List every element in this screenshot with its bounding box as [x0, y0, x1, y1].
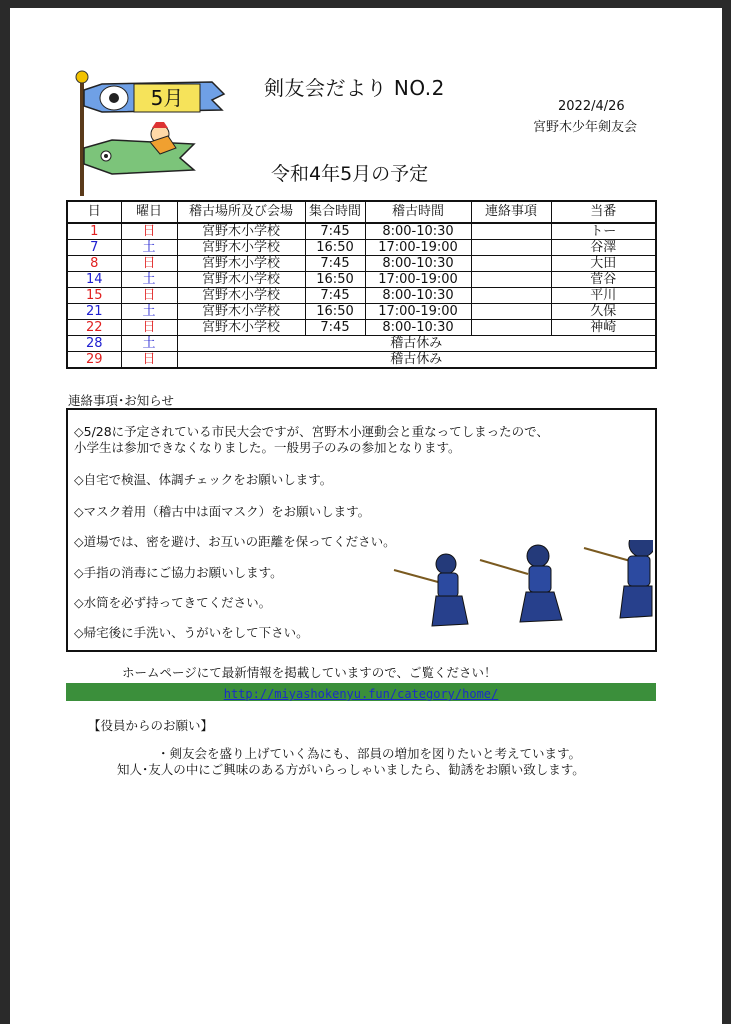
col-header-day: 日 [67, 201, 121, 223]
duty-cell: 菅谷 [551, 272, 656, 288]
kendo-figure-medium [480, 545, 562, 622]
table-row [67, 320, 656, 336]
col-header-note: 連絡事項 [471, 201, 551, 223]
kendo-figure-large [584, 540, 653, 618]
notice-item: ◇マスク着用（稽古中は面マスク）をお願いします。 [74, 504, 371, 519]
day-cell: 7 [67, 240, 121, 256]
notice-item: 小学生は参加できなくなりました。一般男子のみの参加となります。 [74, 440, 461, 455]
kendo-figure-small [394, 554, 468, 626]
time-cell: 17:00-19:00 [365, 304, 471, 320]
document-page [10, 8, 722, 1024]
table-row [67, 223, 656, 240]
rest-cell: 稽古休み [177, 352, 656, 369]
officer-message-line1: ・剣友会を盛り上げていく為にも、部員の増加を図りたいと考えています。 [157, 746, 582, 761]
note-cell [471, 288, 551, 304]
notice-item: ◇自宅で検温、体調チェックをお願いします。 [74, 472, 333, 487]
time-cell: 8:00-10:30 [365, 256, 471, 272]
duty-cell: 谷澤 [551, 240, 656, 256]
homepage-notice: ホームページにて最新情報を掲載していますので、ご覧ください！ [122, 665, 497, 680]
col-header-place: 稽古場所及び会場 [177, 201, 305, 223]
time-cell: 8:00-10:30 [365, 223, 471, 240]
gather-cell: 7:45 [305, 288, 365, 304]
weekday-cell: 土 [121, 240, 177, 256]
notice-item: ◇帰宅後に手洗い、うがいをして下さい。 [74, 625, 309, 640]
place-cell: 宮野木小学校 [177, 240, 305, 256]
table-row [67, 272, 656, 288]
schedule-table [66, 200, 657, 369]
col-header-time: 稽古時間 [365, 201, 471, 223]
koinobori-illustration [72, 70, 232, 200]
notice-item: ◇水筒を必ず持ってきてください。 [74, 595, 272, 610]
place-cell: 宮野木小学校 [177, 320, 305, 336]
flag-text: 5月 [150, 86, 184, 110]
note-cell [471, 240, 551, 256]
weekday-cell: 土 [121, 336, 177, 352]
table-row [67, 304, 656, 320]
note-cell [471, 320, 551, 336]
schedule-header-row [67, 201, 656, 223]
gather-cell: 7:45 [305, 223, 365, 240]
notice-item: ◇手指の消毒にご協力お願いします。 [74, 565, 283, 580]
duty-cell: 平川 [551, 288, 656, 304]
time-cell: 8:00-10:30 [365, 288, 471, 304]
duty-cell: トー [551, 223, 656, 240]
gather-cell: 7:45 [305, 256, 365, 272]
weekday-cell: 日 [121, 352, 177, 369]
weekday-cell: 土 [121, 304, 177, 320]
place-cell: 宮野木小学校 [177, 256, 305, 272]
place-cell: 宮野木小学校 [177, 288, 305, 304]
day-cell: 28 [67, 336, 121, 352]
day-cell: 1 [67, 223, 121, 240]
kendo-illustration [388, 540, 653, 640]
weekday-cell: 日 [121, 320, 177, 336]
col-header-weekday: 曜日 [121, 201, 177, 223]
note-cell [471, 272, 551, 288]
weekday-cell: 日 [121, 223, 177, 240]
weekday-cell: 日 [121, 256, 177, 272]
notice-box [66, 408, 657, 652]
note-cell [471, 304, 551, 320]
place-cell: 宮野木小学校 [177, 223, 305, 240]
gather-cell: 16:50 [305, 304, 365, 320]
table-row [67, 256, 656, 272]
day-cell: 14 [67, 272, 121, 288]
issue-date: 2022/4/26 [558, 99, 625, 114]
place-cell: 宮野木小学校 [177, 304, 305, 320]
note-cell [471, 256, 551, 272]
table-row [67, 288, 656, 304]
notice-item: ◇道場では、密を避け、お互いの距離を保ってください。 [74, 534, 396, 549]
notice-heading: 連絡事項･お知らせ [68, 393, 174, 408]
day-cell: 29 [67, 352, 121, 369]
officer-heading: 【役員からのお願い】 [88, 718, 214, 733]
url-bar [66, 683, 656, 701]
note-cell [471, 223, 551, 240]
time-cell: 17:00-19:00 [365, 272, 471, 288]
col-header-duty: 当番 [551, 201, 656, 223]
rest-cell: 稽古休み [177, 336, 656, 352]
table-row [67, 240, 656, 256]
homepage-link[interactable]: http://miyashokenyu.fun/category/home/ [223, 687, 499, 701]
time-cell: 8:00-10:30 [365, 320, 471, 336]
duty-cell: 久保 [551, 304, 656, 320]
schedule-title: 令和4年5月の予定 [271, 163, 429, 185]
table-row-rest [67, 336, 656, 352]
gather-cell: 7:45 [305, 320, 365, 336]
day-cell: 15 [67, 288, 121, 304]
gather-cell: 16:50 [305, 240, 365, 256]
table-row-rest [67, 352, 656, 369]
place-cell: 宮野木小学校 [177, 272, 305, 288]
weekday-cell: 土 [121, 272, 177, 288]
gather-cell: 16:50 [305, 272, 365, 288]
duty-cell: 神崎 [551, 320, 656, 336]
officer-message-line2: 知人･友人の中にご興味のある方がいらっしゃいましたら、勧誘をお願い致します。 [117, 762, 585, 777]
duty-cell: 大田 [551, 256, 656, 272]
page-title: 剣友会だより NO.2 [264, 76, 445, 100]
club-name: 宮野木少年剣友会 [533, 120, 638, 135]
day-cell: 21 [67, 304, 121, 320]
day-cell: 22 [67, 320, 121, 336]
day-cell: 8 [67, 256, 121, 272]
notice-item: ◇5/28に予定されている市民大会ですが、宮野木小運動会と重なってしまったので、 [74, 424, 549, 439]
weekday-cell: 日 [121, 288, 177, 304]
time-cell: 17:00-19:00 [365, 240, 471, 256]
col-header-gather: 集合時間 [305, 201, 365, 223]
